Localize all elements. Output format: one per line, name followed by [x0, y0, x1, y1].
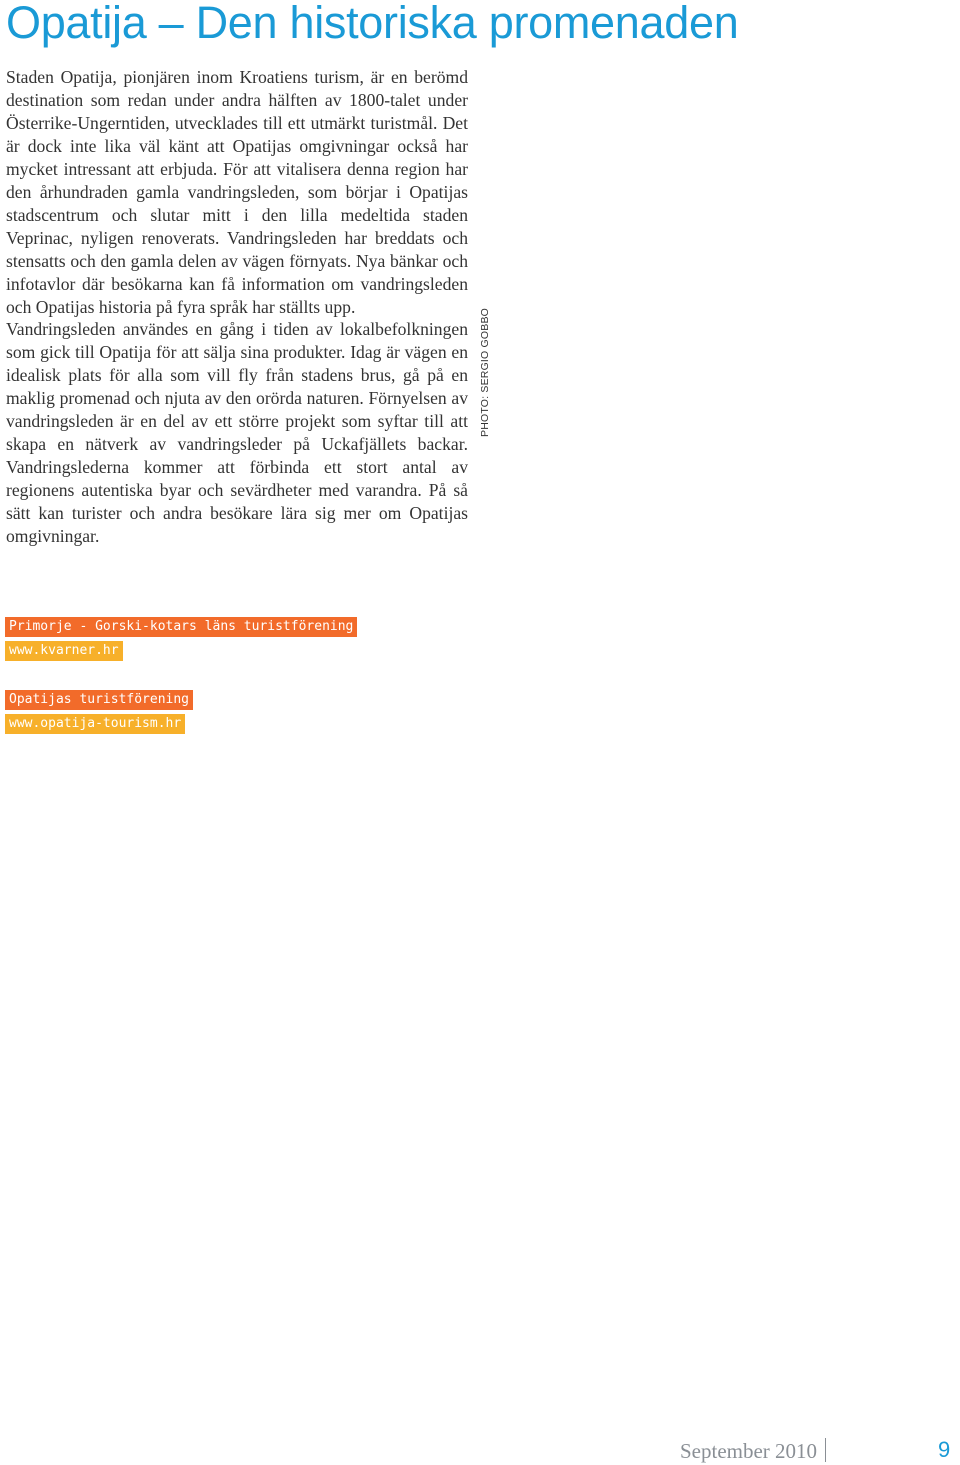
footer-divider [825, 1438, 826, 1462]
website-link[interactable]: www.kvarner.hr [5, 641, 123, 661]
article-paragraph: Vandringsleden användes en gång i tiden av lokalbefolkningen som gick till Opatija för att sälja sina produkter. Idag är vägen en idealisk plats för alla som vill fly från stadens brus, gå på en maklig promenad och njuta av den orörda naturen. Förnyelsen av vandringsleden är en del av ett större projekt som syftar till att skapa en nätverk av vandringsleder på Uckafjällets backar. Vandringslederna kommer att förbinda ett stort antal av regionens autentiska byar och sevärdheter med varandra. På så sätt kan turister och andra besökare lära sig mer om Opatijas omgivningar. [6, 319, 468, 547]
contact-tags [5, 615, 357, 736]
footer-date: September 2010 [680, 1439, 818, 1463]
organization-tag: Primorje - Gorski-kotars läns turistförening [5, 617, 357, 637]
website-link[interactable]: www.opatija-tourism.hr [5, 714, 185, 734]
article-body [6, 66, 468, 548]
article-paragraph: Staden Opatija, pionjären inom Kroatiens turism, är en berömd destination som redan under andra hälften av 1800-talet under Österrike-Ungerntiden, utvecklades till ett utmärkt turistmål. Det är dock inte lika väl känt att Opatijas omgivningar också har mycket intressant att erbjuda. För att vitalisera denna region har den århundraden gamla vandringsleden, som börjar i Opatijas stadscentrum och slutar mitt i den lilla medeltida staden Veprinac, nyligen renoverats. Vandringsleden har breddats och stensatts och den gamla delen av vägen förnyats. Nya bänkar och infotavlor där besökarna kan få information om vandringsleden och Opatijas historia på fyra språk har ställts upp. [6, 67, 468, 317]
page-number: 9 [938, 1437, 951, 1462]
page-title: Opatija – Den historiska promenaden [6, 0, 739, 48]
organization-tag: Opatijas turistförening [5, 690, 193, 710]
photo-credit: PHOTO: SERGIO GOBBO [479, 307, 491, 437]
footer-date-block [680, 1437, 826, 1465]
